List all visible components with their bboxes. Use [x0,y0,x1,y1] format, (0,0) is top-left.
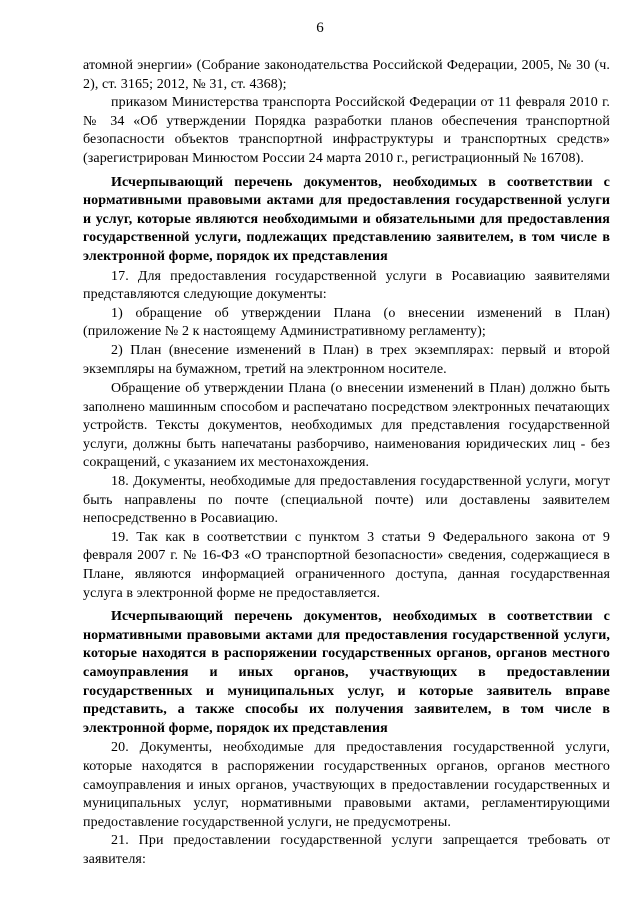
paragraph-transport-ministry-order: приказом Министерства транспорта Российской Федерации от 11 февраля 2010 г. № 34 «Об утверждении Порядка разработки планов обеспечения транспортной безопасности объектов транспортной инфраструктуры и транспортных средств» (зарегистрирован Минюстом России 24 марта 2010 г., регистрационный № 16708). [83,95,610,166]
paragraph-21: 21. При предоставлении государственной услуги запрещается требовать от заявителя: [83,833,610,867]
paragraph-17-application-requirements: Обращение об утверждении Плана (о внесении изменений в План) должно быть заполнено машинным способом и распечатано посредством электронных печатающих устройств. Тексты документов, необходимых для представления государственной услуги, должны быть напечатаны разборчиво, наименования юридических лиц - без сокращений, с указанием их местонахождения. [83,381,610,471]
section-heading-required-documents: Исчерпывающий перечень документов, необходимых в соответствии с нормативными правовыми актами для предоставления государственной услуги и услуг, которые являются необходимыми и обязательными для предоставления государственной услуги, подлежащих представлению заявителем, в том числе в электронной форме, порядок их представления [83,174,610,264]
paragraph-17-item-2: 2) План (внесение изменений в План) в трех экземплярах: первый и второй экземпляры на бумажном, третий на электронном носителе. [83,342,610,377]
paragraph-17-item-1: 1) обращение об утверждении Плана (о внесении изменений в План) (приложение № 2 к настоящему Административному регламенту); [83,305,610,340]
page-number: 6 [316,20,324,36]
section-heading-documents-held-by-agencies: Исчерпывающий перечень документов, необходимых в соответствии с нормативными правовыми актами для предоставления государственной услуги, которые находятся в распоряжении государственных органов, органов местного самоуправления и иных органов, участвующих в предоставлении государственных и муниципальных услуг, и которые заявитель вправе представить, а также способы их получения заявителем, в том числе в электронной форме, порядок их представления [83,609,610,736]
paragraph-legal-reference-continued: атомной энергии» (Собрание законодательства Российской Федерации, 2005, № 30 (ч. 2), ст. 3165; 2012, № 31, ст. 4368); [83,58,610,92]
document-body [83,57,610,870]
paragraph-20: 20. Документы, необходимые для предоставления государственной услуги, которые находятся в распоряжении государственных органов, органов местного самоуправления и иных органов, участвующих в предоставлении государственных и муниципальных услуг, нормативными правовыми актами, регламентирующими предоставление государственной услуги, не предусмотрены. [83,740,610,830]
paragraph-17: 17. Для предоставления государственной услуги в Росавиацию заявителями представляются следующие документы: [83,268,610,303]
paragraph-19: 19. Так как в соответствии с пунктом 3 статьи 9 Федерального закона от 9 февраля 2007 г. № 16-ФЗ «О транспортной безопасности» сведения, содержащиеся в Плане, являются информацией ограниченного доступа, данная государственная услуга в электронной форме не предоставляется. [83,529,610,601]
paragraph-18: 18. Документы, необходимые для предоставления государственной услуги, могут быть направлены по почте (специальной почте) или доставлены заявителем непосредственно в Росавиацию. [83,474,610,527]
